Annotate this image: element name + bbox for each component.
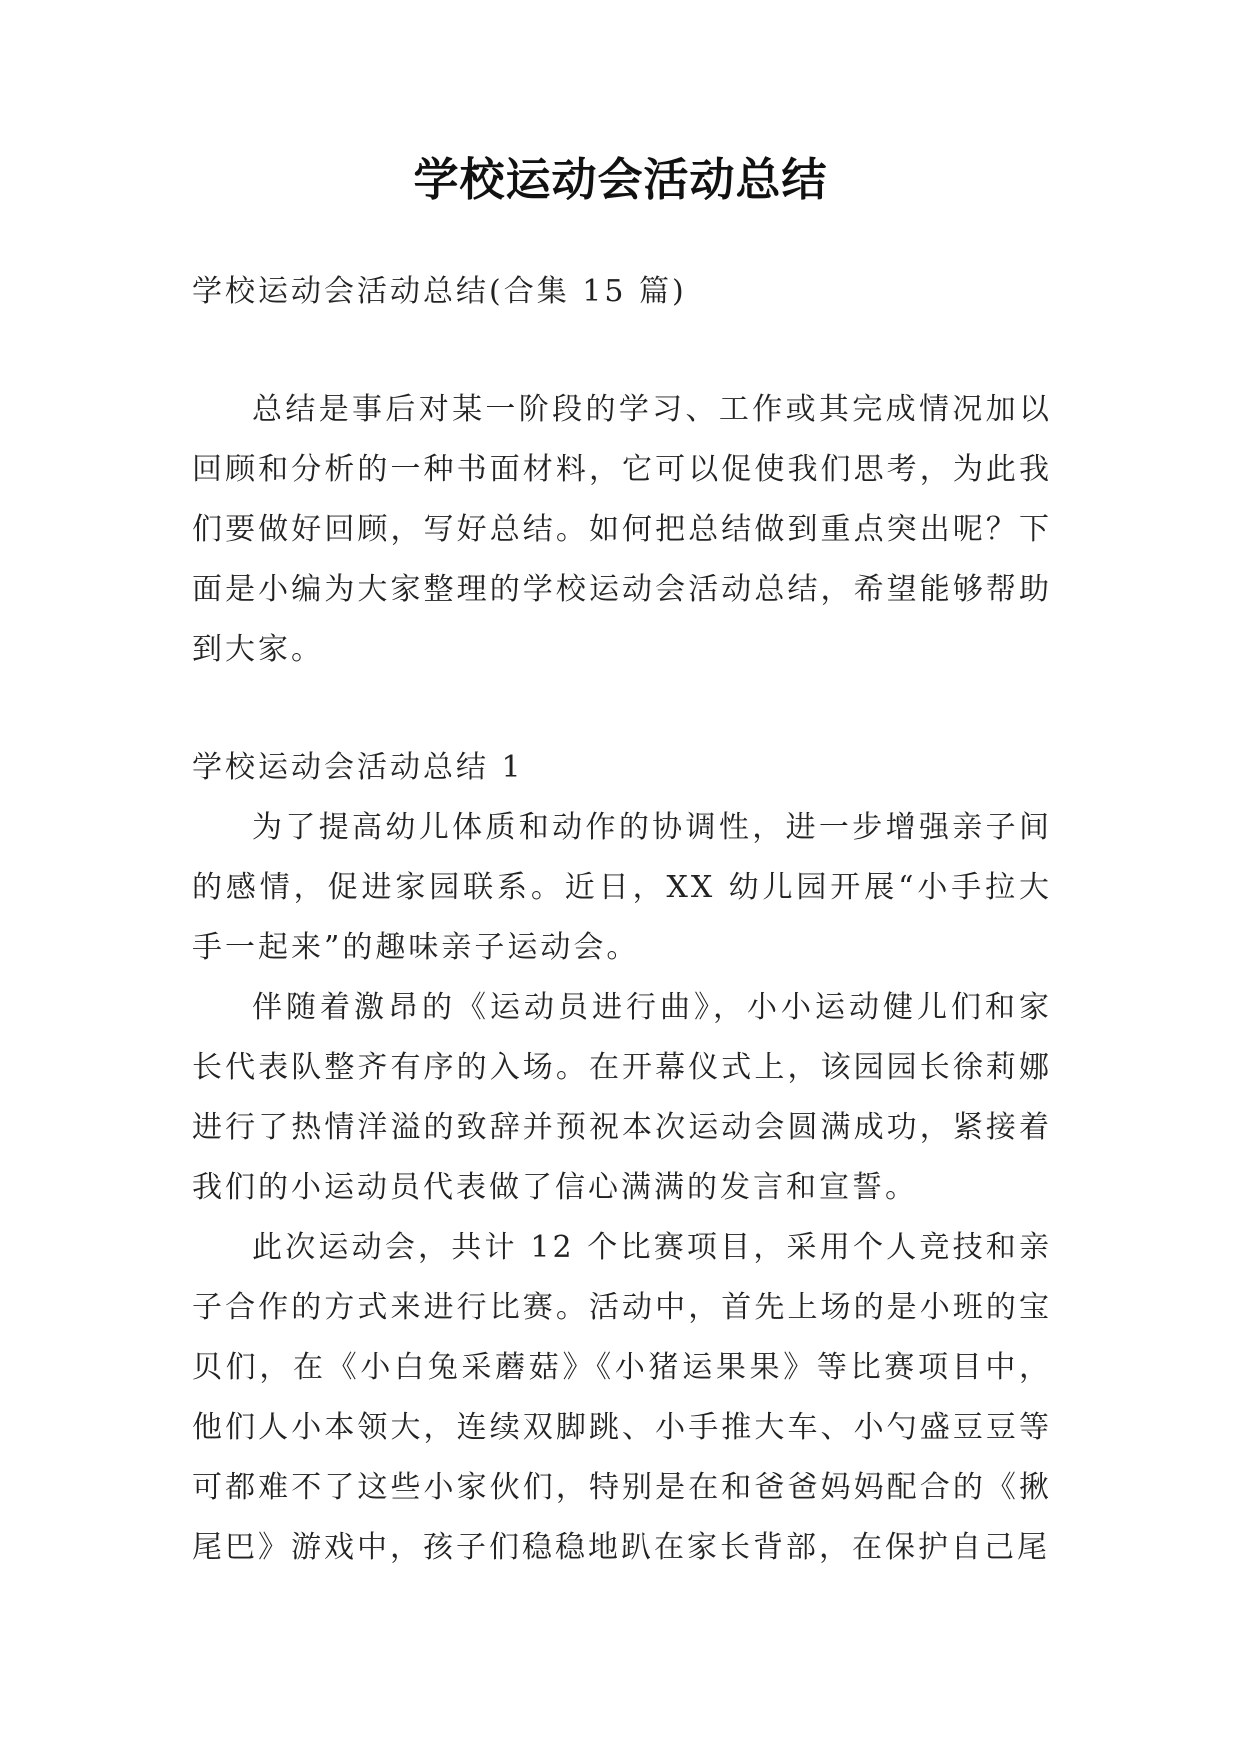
document-title: 学校运动会活动总结 (413, 153, 828, 206)
document-subtitle: 学校运动会活动总结(合集 15 篇) (192, 274, 687, 309)
intro-paragraph: 总结是事后对某一阶段的学习、工作或其完成情况加以回顾和分析的一种书面材料，它可以促使我们思考，为此我们要做好回顾，写好总结。如何把总结做到重点突出呢？下面是小编为大家整理的学校运动会活动总结，希望能够帮助到大家。 (192, 392, 1052, 667)
document-body (192, 262, 1052, 1578)
body-paragraph: 伴随着激昂的《运动员进行曲》，小小运动健儿们和家长代表队整齐有序的入场。在开幕仪式上，该园园长徐莉娜进行了热情洋溢的致辞并预祝本次运动会圆满成功，紧接着我们的小运动员代表做了信心满满的发言和宣誓。 (192, 990, 1052, 1205)
body-paragraph: 为了提高幼儿体质和动作的协调性，进一步增强亲子间的感情，促进家园联系。近日，XX 幼儿园开展“小手拉大手一起来”的趣味亲子运动会。 (192, 810, 1052, 965)
body-paragraph: 此次运动会，共计 12 个比赛项目，采用个人竞技和亲子合作的方式来进行比赛。活动中，首先上场的是小班的宝贝们，在《小白兔采蘑菇》《小猪运果果》等比赛项目中，他们人小本领大，连续双脚跳、小手推大车、小勺盛豆豆等可都难不了这些小家伙们，特别是在和爸爸妈妈配合的《揪尾巴》游戏中，孩子们稳稳地趴在家长背部，在保护自己尾 (192, 1230, 1052, 1565)
section-heading: 学校运动会活动总结 1 (192, 750, 524, 785)
